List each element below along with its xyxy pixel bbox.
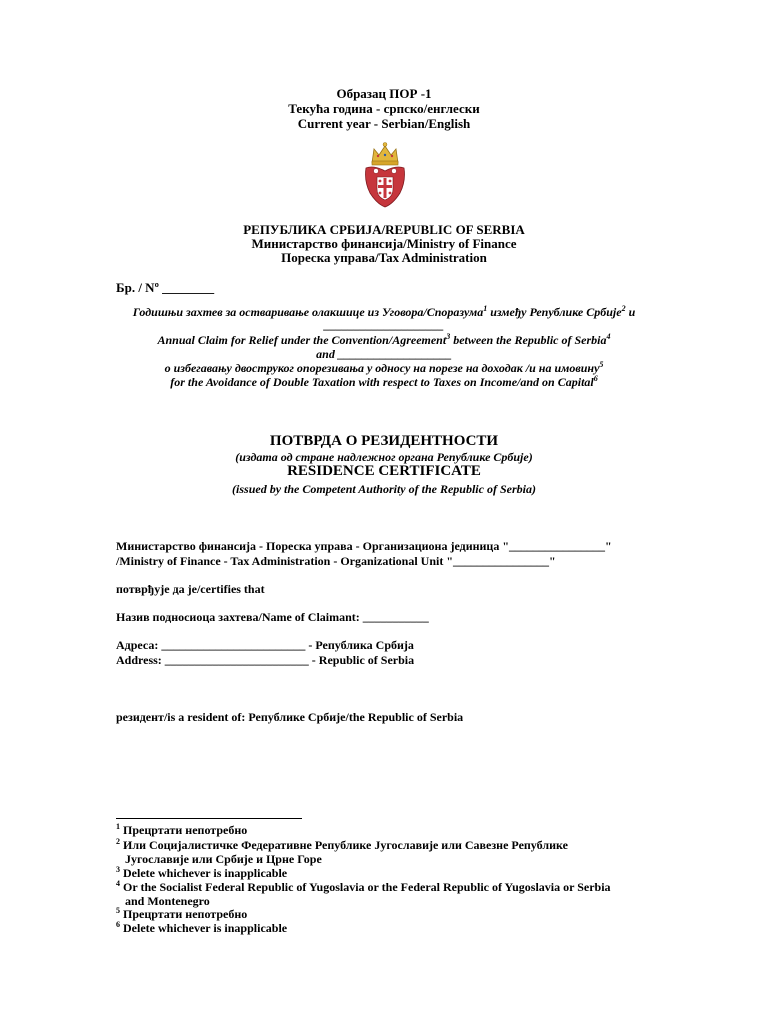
claim-sr-line-3: о избегавању двоструког опорезивања у односу на порезе на доходак /и на имовину$^5$ — [164, 360, 604, 375]
year-line-en: Current year - Serbian/English — [297, 116, 471, 131]
tax-admin-line: Пореска управа/Tax Administration — [281, 250, 487, 265]
claim-and-line: and ___________________ — [316, 347, 452, 361]
footnote-2-cont: Југославије или Србије и Црне Горе — [125, 852, 322, 866]
address-line-en: Address: ________________________ - Republic of Serbia — [116, 653, 415, 667]
year-line-sr: Текућа година - српско/енглески — [288, 101, 480, 116]
crown-icon — [372, 143, 398, 166]
footnote-4: $^4$ Or the Socialist Federal Republic of Yugoslavia or the Federal Republic of Yugoslavia or Serbia — [116, 879, 611, 894]
claim-blank-line: ____________________ — [324, 318, 444, 332]
footnote-2: $^2$ Или Социјалистичке Федеративне Републике Југославије или Савезне Републике — [116, 837, 568, 852]
footnote-1: $^1$ Прецртати непотребно — [116, 822, 248, 837]
certificate-title-en: RESIDENCE CERTIFICATE — [287, 463, 481, 479]
footnote-6: $^6$ Delete whichever is inapplicable — [116, 920, 288, 935]
footnote-4-cont: and Montenegro — [125, 894, 210, 908]
serbia-coat-of-arms-icon — [362, 141, 408, 209]
address-line-sr: Адреса: ________________________ - Република Србија — [116, 638, 414, 652]
claim-en-line: Annual Claim for Relief under the Convention/Agreement$^3$ between the Republic of Serbia$^4$ — [157, 332, 611, 347]
claim-en-line-4: for the Avoidance of Double Taxation with respect to Taxes on Income/and on Capital$^6$ — [170, 374, 598, 389]
unit-line-sr: Министарство финансија - Пореска управа - Организациона јединица "________________" — [116, 539, 612, 553]
certificate-subtitle-sr: (издата од стране надлежног органа Републике Србије) — [235, 450, 533, 464]
footnote-5: $^5$ Прецртати непотребно — [116, 906, 248, 921]
form-name: Образац ПОР -1 — [336, 86, 432, 101]
shield-icon — [366, 167, 405, 207]
certificate-title-sr: ПОТВРДА О РЕЗИДЕНТНОСТИ — [269, 433, 499, 449]
resident-line: резидент/is a resident of: Републике Србије/the Republic of Serbia — [116, 710, 464, 724]
claimant-line: Назив подносиоца захтева/Name of Claimant: ___________ — [116, 610, 429, 624]
document-number: Бр. / Nº ________ — [116, 280, 215, 295]
certificate-subtitle-en: (issued by the Competent Authority of the Republic of Serbia) — [232, 482, 536, 496]
certifies-line: потврђује да је/certifies that — [116, 582, 265, 596]
republic-line: РЕПУБЛИКА СРБИЈА/REPUBLIC OF SERBIA — [243, 222, 525, 237]
claim-sr-line-1: Годишњи захтев за остваривање олакшице из Уговора/Споразума$^1$ између Републике Србије$^2$ и — [132, 304, 636, 319]
footnote-divider — [116, 818, 302, 819]
ministry-line: Министарство финансија/Ministry of Finance — [251, 236, 517, 251]
unit-line-en: /Ministry of Finance - Tax Administration - Organizational Unit "________________" — [116, 554, 556, 568]
footnote-3: $^3$ Delete whichever is inapplicable — [116, 865, 288, 880]
